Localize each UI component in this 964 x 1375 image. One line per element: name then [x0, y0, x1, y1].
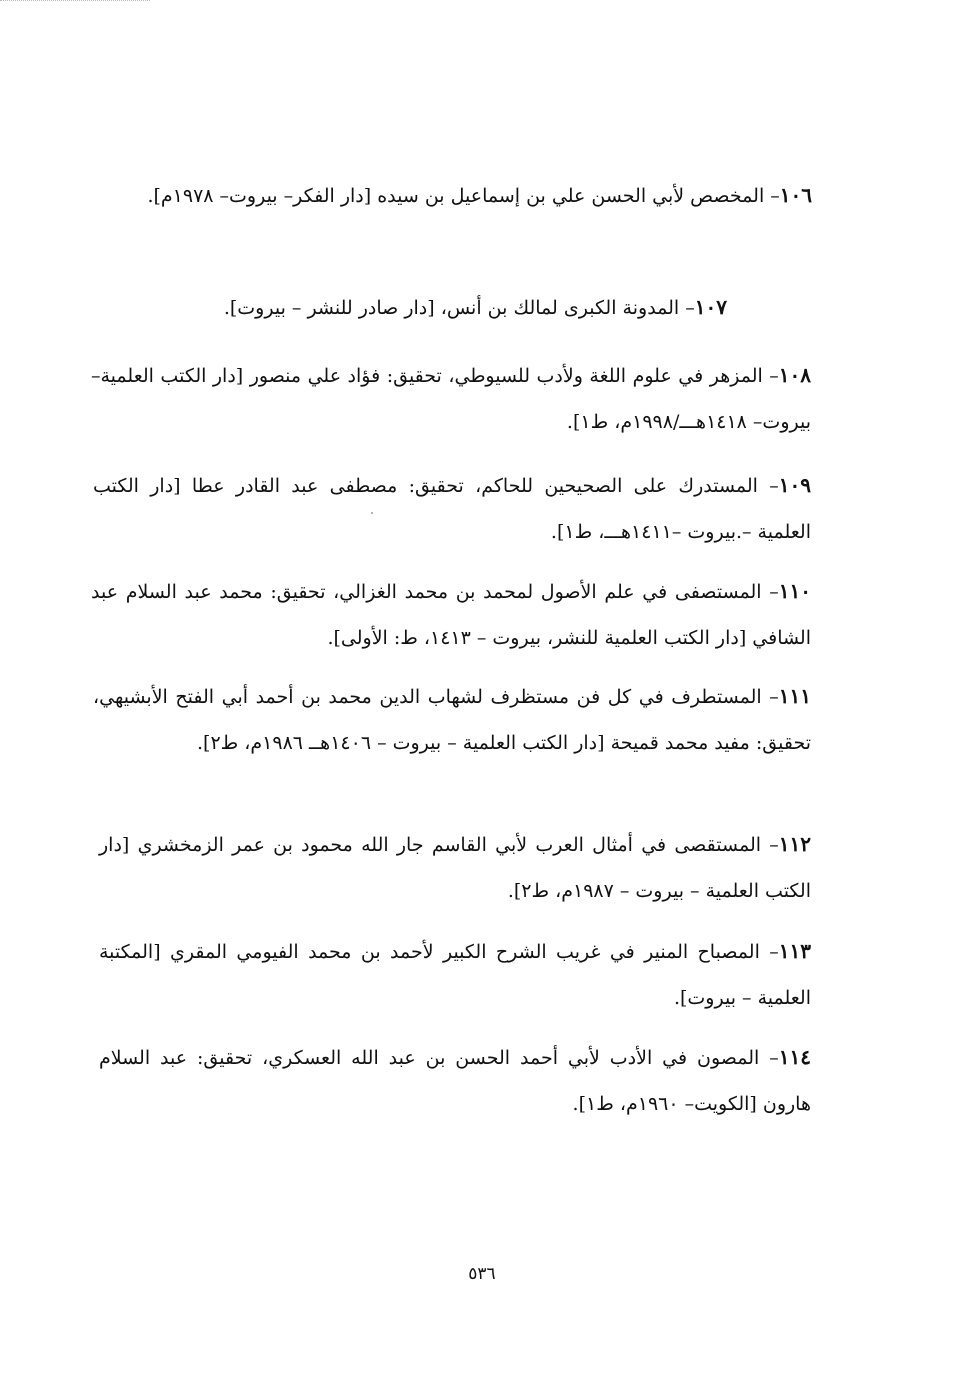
entry-text: – المصون في الأدب لأبي أحمد الحسن بن عبد الله العسكري، تحقيق: عبد السلام هارون [الكويت– ١٩٦٠م، ط١]. — [99, 1047, 811, 1115]
page-number: ٥٣٦ — [468, 1264, 496, 1284]
bibliography-entry-114 — [99, 1034, 811, 1127]
entry-number: ١١٢ — [778, 832, 811, 856]
entry-number: ١١٤ — [778, 1045, 811, 1069]
entry-text: – المخصص لأبي الحسن علي بن إسماعيل بن سيده [دار الفكر– بيروت– ١٩٧٨م]. — [147, 185, 780, 207]
bibliography-entry-109 — [93, 462, 811, 555]
bibliography-entry-106 — [82, 172, 812, 219]
entry-number: ١١٣ — [778, 939, 811, 963]
entry-number: ١٠٧ — [694, 295, 727, 319]
entry-text: – المستطرف في كل فن مستظرف لشهاب الدين محمد بن أحمد أبي الفتح الأبشيهي، تحقيق: مفيد محمد قميحة [دار الكتب العلمية – بيروت – ١٤٠٦هــ ١٩٨٦م، ط٢]. — [93, 686, 811, 754]
bibliography-entry-107 — [167, 284, 727, 331]
entry-number: ١٠٦ — [779, 183, 812, 207]
entry-number: ١٠٩ — [778, 473, 811, 497]
entry-text: – المدونة الكبرى لمالك بن أنس، [دار صادر للنشر – بيروت]. — [223, 297, 695, 319]
entry-number: ١١١ — [778, 684, 811, 708]
bibliography-entry-111 — [93, 673, 811, 766]
entry-number: ١٠٨ — [778, 363, 811, 387]
entry-text: – المزهر في علوم اللغة ولأدب للسيوطي، تحقيق: فؤاد علي منصور [دار الكتب العلمية– بيروت– ١٤١٨هـــ/١٩٩٨م، ط١]. — [91, 365, 811, 433]
entry-text: – المستقصى في أمثال العرب لأبي القاسم جار الله محمود بن عمر الزمخشري [دار الكتب العلمية – بيروت – ١٩٨٧م، ط٢]. — [99, 834, 811, 902]
entry-text: – المستدرك على الصحيحين للحاكم، تحقيق: مصطفى عبد القادر عطا [دار الكتب العلمية –.بيروت –١٤١١هـــ، ط١]. — [93, 475, 811, 543]
entry-text: – المستصفى في علم الأصول لمحمد بن محمد الغزالي، تحقيق: محمد عبد السلام عبد الشافي [دار الكتب العلمية للنشر، بيروت – ١٤١٣، ط: الأولى]. — [91, 581, 811, 649]
bibliography-entry-110 — [91, 568, 811, 661]
bibliography-entry-113 — [99, 928, 811, 1021]
bibliography-entry-108 — [91, 352, 811, 445]
bibliography-entry-112 — [99, 821, 811, 914]
entry-text: – المصباح المنير في غريب الشرح الكبير لأحمد بن محمد الفيومي المقري [المكتبة العلمية – بيروت]. — [99, 941, 811, 1009]
entry-number: ١١٠ — [778, 579, 811, 603]
